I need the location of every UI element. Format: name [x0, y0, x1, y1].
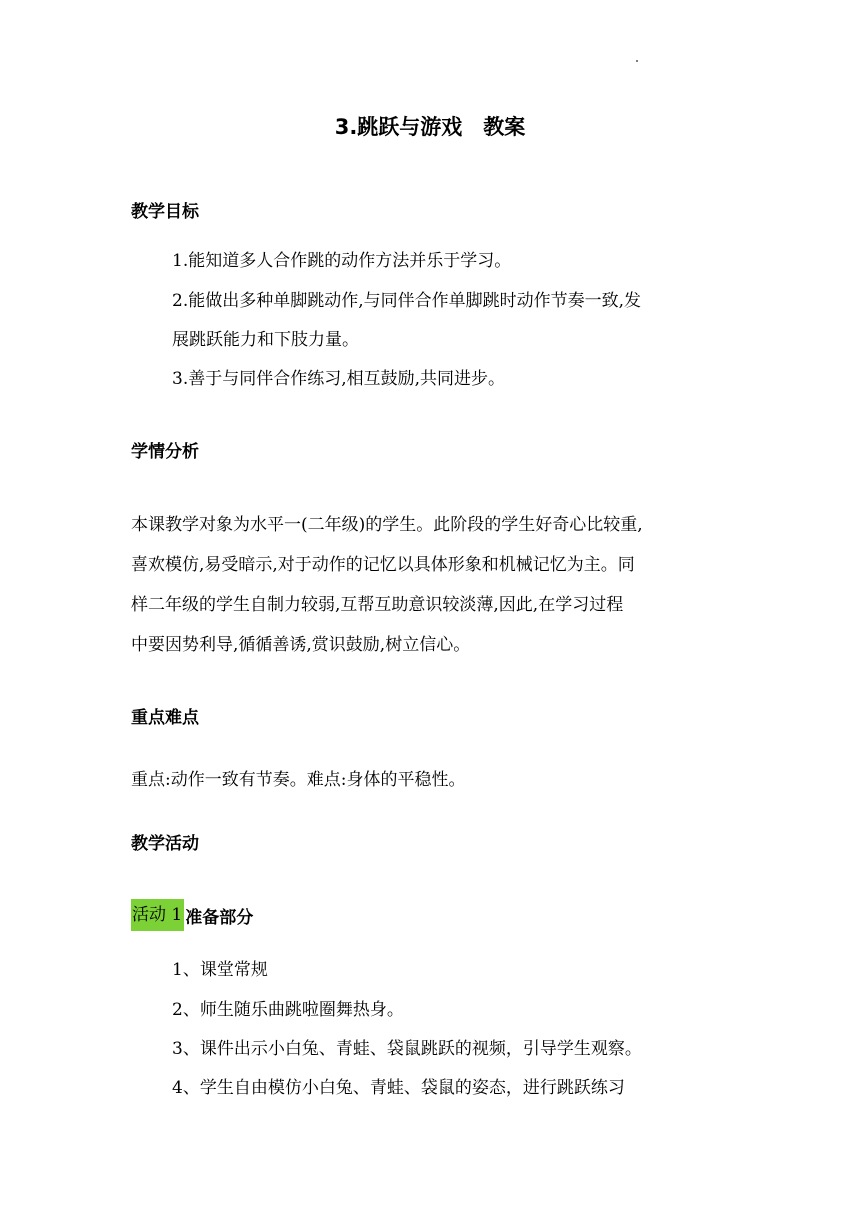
keypoints-text: 重点:动作一致有节奏。难点:身体的平稳性。 — [131, 770, 466, 790]
page-mark — [636, 60, 638, 62]
goal-item: 展跳跃能力和下肢力量。 — [172, 330, 359, 350]
section-heading-keypoints: 重点难点 — [131, 708, 199, 728]
document-title: 3.跳跃与游戏 教案 — [334, 115, 526, 139]
goal-item: 1.能知道多人合作跳的动作方法并乐于学习。 — [172, 251, 512, 271]
analysis-line: 中要因势利导,循循善诱,赏识鼓励,树立信心。 — [131, 635, 471, 655]
goal-item: 3.善于与同伴合作练习,相互鼓励,共同进步。 — [172, 369, 506, 389]
activity-item: 4、学生自由模仿小白兔、青蛙、袋鼠的姿态，进行跳跃练习 — [172, 1078, 625, 1098]
activity-1-header — [131, 899, 253, 931]
section-heading-activities: 教学活动 — [131, 834, 199, 854]
activity-item: 3、课件出示小白兔、青蛙、袋鼠跳跃的视频，引导学生观察。 — [172, 1039, 642, 1059]
activity-item: 1、课堂常规 — [172, 960, 268, 980]
analysis-line: 本课教学对象为水平一(二年级)的学生。此阶段的学生好奇心比较重, — [131, 515, 643, 535]
activity-item: 2、师生随乐曲跳啦圈舞热身。 — [172, 1000, 404, 1020]
section-heading-analysis: 学情分析 — [131, 442, 199, 462]
analysis-line: 喜欢模仿,易受暗示,对于动作的记忆以具体形象和机械记忆为主。同 — [131, 555, 635, 575]
activity-1-name: 准备部分 — [185, 907, 254, 928]
section-heading-goals: 教学目标 — [131, 202, 199, 222]
goal-item: 2.能做出多种单脚跳动作,与同伴合作单脚跳时动作节奏一致,发 — [172, 291, 642, 311]
activity-1-tag: 活动 1 — [131, 899, 184, 931]
analysis-line: 样二年级的学生自制力较弱,互帮互助意识较淡薄,因此,在学习过程 — [131, 595, 624, 615]
